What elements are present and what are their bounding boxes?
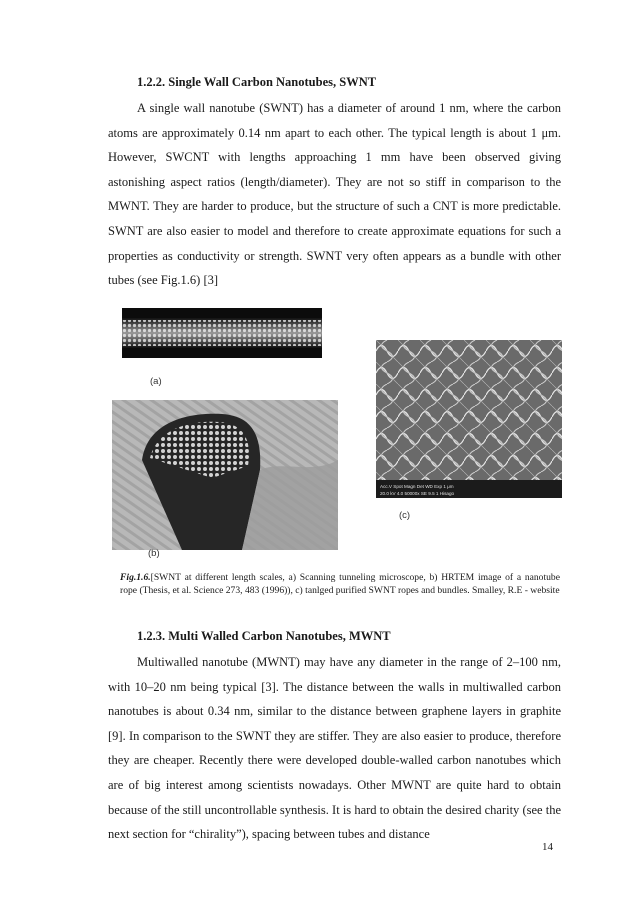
mwnt-paragraph-text: Multiwalled nanotube (MWNT) may have any diameter in the range of 2–100 nm, with 10–20 nm being typical [3]. The distance between the walls in multiwalled carbon nanotubes is about 0.34 nm, similar to the distance between graphene layers in graphite [9]. In comparison to the SWNT they are stiffer. They are also easier to produce, therefore they are cheaper. Recently there were developed double-walled carbon nanotubes which are of big interest among scientists nowadays. Other MWNT are quite hard to obtain because of the still uncontrollable synthesis. It is hard to obtain the desired charity (see the next section for “chirality”), spacing between tubes and distance [108,655,561,842]
section-heading-swnt: 1.2.2. Single Wall Carbon Nanotubes, SWNT [137,75,377,89]
sem-info-bar-line1: Acc.V Spot Magn Det WD Exp 1 μm [380,484,454,489]
figure-caption [120,571,560,597]
hrtem-image-b [112,400,338,550]
figure-label-c: (c) [399,510,411,521]
figure-label-b: (b) [148,548,160,559]
swnt-paragraph-text: A single wall nanotube (SWNT) has a diameter of around 1 nm, where the carbon atoms are approximately 0.14 nm apart to each other. The typical length is about 1 μm. However, SWCNT with lengths approaching 1 mm have been observed giving astonishing aspect ratios (length/diameter). They are not so stiff in comparison to the MWNT. They are harder to produce, but the structure of such a CNT is more predictable. SWNT are also easier to model and therefore to create approximate equations for such a properties as conductivity or strength. SWNT very often appears as a bundle with other tubes (see Fig.1.6) [3] [108,101,561,288]
swnt-paragraph [108,96,561,293]
figure-1-6 [108,290,561,565]
sem-image-c [376,340,562,498]
figure-caption-ref: Fig.1.6. [120,572,151,583]
figure-caption-text: [SWNT at different length scales, a) Scanning tunneling microscope, b) HRTEM image of a nanotube rope (Thesis, et al. Science 273, 483 (1996)), c) tanlged purified SWNT ropes and bundles. Smalley, R.E - website [120,572,560,597]
figure-label-a: (a) [150,376,162,387]
mwnt-paragraph [108,650,561,847]
section-heading-mwnt: 1.2.3. Multi Walled Carbon Nanotubes, MWNT [137,629,391,643]
page-number: 14 [542,841,553,853]
sem-info-bar-line2: 20.0 kV 4.0 50000x SE 9.5 1 Hisago [380,491,455,496]
stm-image-a [122,308,322,358]
